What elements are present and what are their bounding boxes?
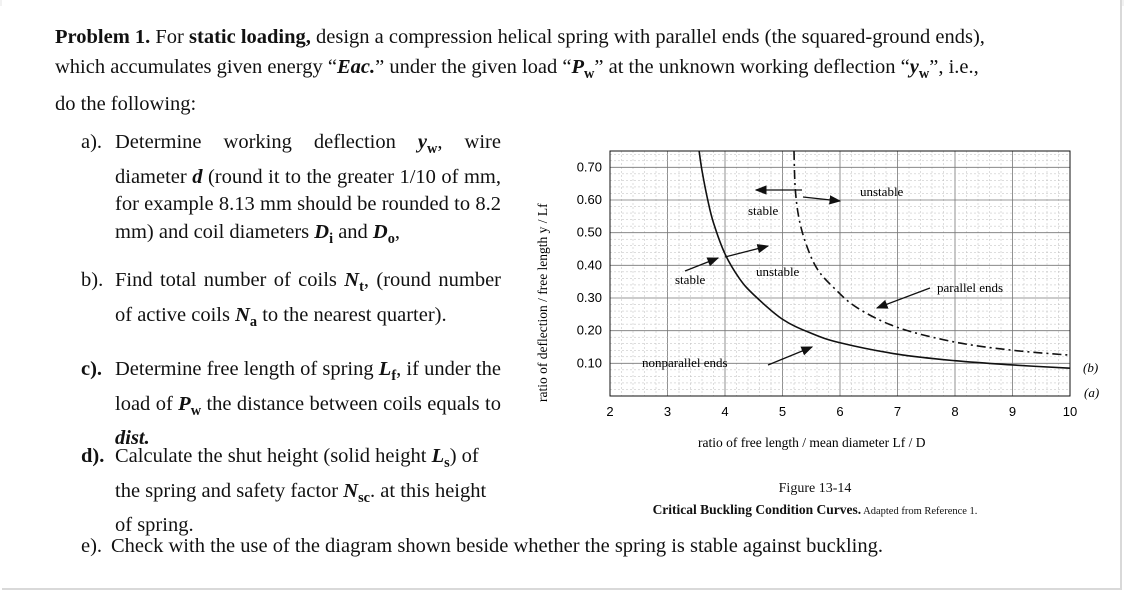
label-parallel-ends: parallel ends [937, 280, 1004, 295]
sym: P [178, 392, 191, 415]
text: . at this height of spring. [115, 479, 487, 537]
text: the distance between coils equals to [201, 392, 501, 415]
buckling-chart [520, 140, 1110, 460]
sub: s [444, 455, 450, 472]
sym: y [417, 131, 428, 153]
text: For [150, 26, 190, 48]
task-a [81, 129, 501, 253]
task-label: b). [81, 269, 104, 291]
arrow-stable-a [685, 258, 718, 271]
x-tick-label: 7 [893, 404, 902, 419]
text: ” at the unknown working deflection “ [594, 56, 910, 78]
x-axis-title: ratio of free length / mean diameter Lf / D [698, 435, 926, 450]
y-tick-label: 0.40 [576, 257, 602, 273]
sym: N [343, 479, 359, 502]
legend-b: (b) [1083, 360, 1099, 375]
task-label: c). [81, 358, 103, 380]
task-b [81, 267, 501, 336]
label-nonparallel-ends: nonparallel ends [642, 355, 728, 370]
figure-number: Figure 13-14 [778, 481, 852, 496]
figure-caption [560, 502, 1070, 518]
x-tick-label: 2 [606, 404, 614, 419]
caption-source: Adapted from Reference 1. [861, 506, 978, 517]
text: , [394, 220, 401, 243]
arrow-unstable-a [725, 246, 768, 257]
sym: L [431, 445, 445, 467]
text: to the nearest quarter). [257, 303, 447, 326]
text: design a compression helical spring with parallel ends (the squared-ground ends), [310, 26, 985, 48]
sub: sc [358, 489, 371, 506]
label-stable-a: stable [675, 272, 706, 287]
x-tick-label: 5 [778, 404, 787, 419]
task-e [81, 533, 1061, 561]
text: , (round number of active coils [115, 269, 502, 326]
x-tick-label: 3 [663, 404, 672, 419]
text: and [333, 220, 373, 243]
y-tick-label: 0.10 [576, 355, 602, 371]
problem-statement [55, 22, 1095, 119]
sub: w [918, 66, 930, 83]
text: (round it to the greater 1/10 of mm, for example 8.13 mm should be rounded to 8.2 mm) and coil diameters [115, 165, 501, 243]
x-tick-label: 4 [721, 404, 729, 419]
sym: D [314, 220, 330, 243]
y-tick-label: 0.20 [576, 322, 602, 338]
text: Find total number of coils [115, 269, 345, 291]
label-unstable-a: unstable [756, 264, 800, 279]
label-unstable-b: unstable [860, 184, 904, 199]
x-tick-label: 6 [836, 404, 844, 419]
text: ” under the given load “ [375, 56, 572, 78]
sym: D [372, 220, 388, 243]
text: which accumulates given energy “ [55, 56, 337, 78]
sub: t [359, 279, 364, 296]
text: , wire diameter [115, 131, 501, 188]
x-tick-label: 9 [1008, 404, 1017, 419]
energy-symbol: Eac. [336, 56, 376, 78]
text: ”, i.e., [929, 56, 979, 78]
sub: w [427, 141, 438, 158]
y-tick-label: 0.50 [576, 224, 602, 240]
sym: N [235, 303, 250, 326]
y-tick-label: 0.60 [576, 192, 602, 207]
sub: i [329, 230, 334, 247]
y-axis-title: ratio of deflection / free length y / Lf [535, 203, 550, 402]
task-label: a). [81, 131, 103, 153]
problem-heading: Problem 1. [55, 26, 151, 48]
text: Determine free length of spring [115, 358, 379, 380]
deflection-symbol: y [909, 56, 919, 78]
sym: dist. [115, 427, 150, 450]
sub: f [391, 368, 397, 385]
text: ) of the spring and safety factor [115, 445, 479, 502]
y-tick-label: 0.30 [576, 290, 602, 305]
sub: w [584, 66, 595, 83]
text: , if under the load of [115, 358, 501, 415]
text: do the following: [55, 93, 197, 116]
caption-text: Critical Buckling Condition Curves. [652, 502, 862, 517]
task-label: e). [81, 535, 103, 557]
sub: o [387, 230, 395, 247]
text: Calculate the shut height (solid height [115, 445, 432, 467]
sym: N [344, 269, 360, 291]
load-symbol: P [571, 56, 585, 78]
text: Check with the use of the diagram shown beside whether the spring is stable against buckling. [111, 535, 883, 557]
task-label: d). [81, 445, 105, 467]
legend-a: (a) [1084, 385, 1100, 400]
x-tick-label: 10 [1062, 404, 1078, 419]
sym: d [192, 165, 203, 188]
sub: w [190, 402, 202, 419]
sym: L [378, 358, 392, 380]
sub: a [249, 313, 258, 330]
task-c [81, 356, 501, 453]
text: Determine working deflection [115, 131, 418, 153]
x-tick-label: 8 [951, 404, 959, 419]
y-tick-label: 0.70 [576, 159, 602, 175]
label-stable-b: stable [748, 203, 779, 218]
task-d [81, 443, 581, 540]
static-loading: static loading, [189, 26, 311, 48]
